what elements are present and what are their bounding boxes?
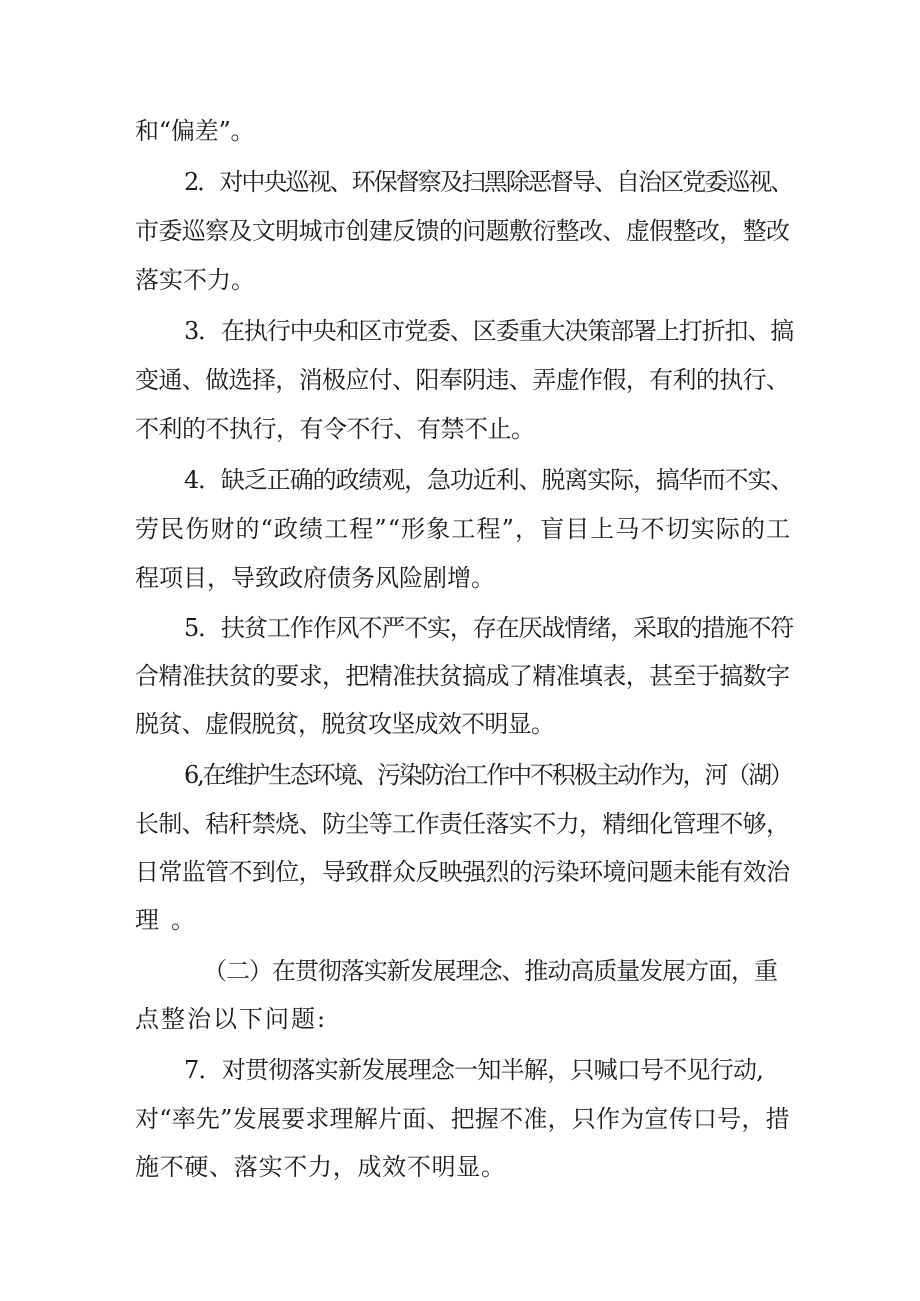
text-line: 脱贫、虚假脱贫，脱贫攻坚成效不明显。	[135, 710, 555, 738]
text-line: 7．对贯彻落实新发展理念一知半解，只喊口号不见行动,	[184, 1056, 764, 1084]
text-line: 合精准扶贫的要求，把精准扶贫搞成了精准填表，甚至于搞数字	[135, 662, 790, 690]
text-line: 日常监管不到位，导致群众反映强烈的污染环境问题未能有效治	[135, 858, 790, 886]
text-line: 程项目，导致政府债务风险剧增。	[135, 564, 495, 592]
text-line: 6,在维护生态环境、污染防治工作中不积极主动作为，河（湖）	[184, 761, 792, 789]
section-heading: 点整治以下问题:	[135, 1005, 328, 1033]
text-line: 落实不力。	[135, 266, 255, 294]
text-line: 不利的不执行，有令不行、有禁不止。	[135, 415, 535, 443]
text-line: 4．缺乏正确的政绩观，急功近利、脱离实际，搞华而不实、	[184, 466, 794, 494]
text-line: 对“率先”发展要求理解片面、把握不准，只作为宣传口号，措	[135, 1105, 790, 1133]
section-heading: （二）在贯彻落实新发展理念、推动高质量发展方面，重	[203, 957, 777, 985]
text-line: 5．扶贫工作作风不严不实，存在厌战情绪，采取的措施不符	[184, 614, 794, 642]
text-line: 2．对中央巡视、环保督察及扫黑除恶督导、自治区党委巡视、	[184, 168, 793, 196]
text-line: 长制、秸秆禁烧、防尘等工作责任落实不力，精细化管理不够，	[135, 810, 790, 838]
text-line: 劳民伤财的“政绩工程”“形象工程”，盲目上马不切实际的工	[135, 515, 792, 543]
text-line: 市委巡察及文明城市创建反馈的问题敷衍整改、虚假整改，整改	[135, 217, 790, 245]
text-line: 理。	[135, 906, 207, 934]
text-line: 变通、做选择，消极应付、阳奉阴违、弄虚作假，有利的执行、	[135, 366, 790, 394]
text-line: 和“偏差”。	[135, 117, 255, 145]
text-line: 施不硬、落实不力，成效不明显。	[135, 1153, 506, 1181]
text-line: 3．在执行中央和区市党委、区委重大决策部署上打折扣、搞	[184, 317, 794, 345]
